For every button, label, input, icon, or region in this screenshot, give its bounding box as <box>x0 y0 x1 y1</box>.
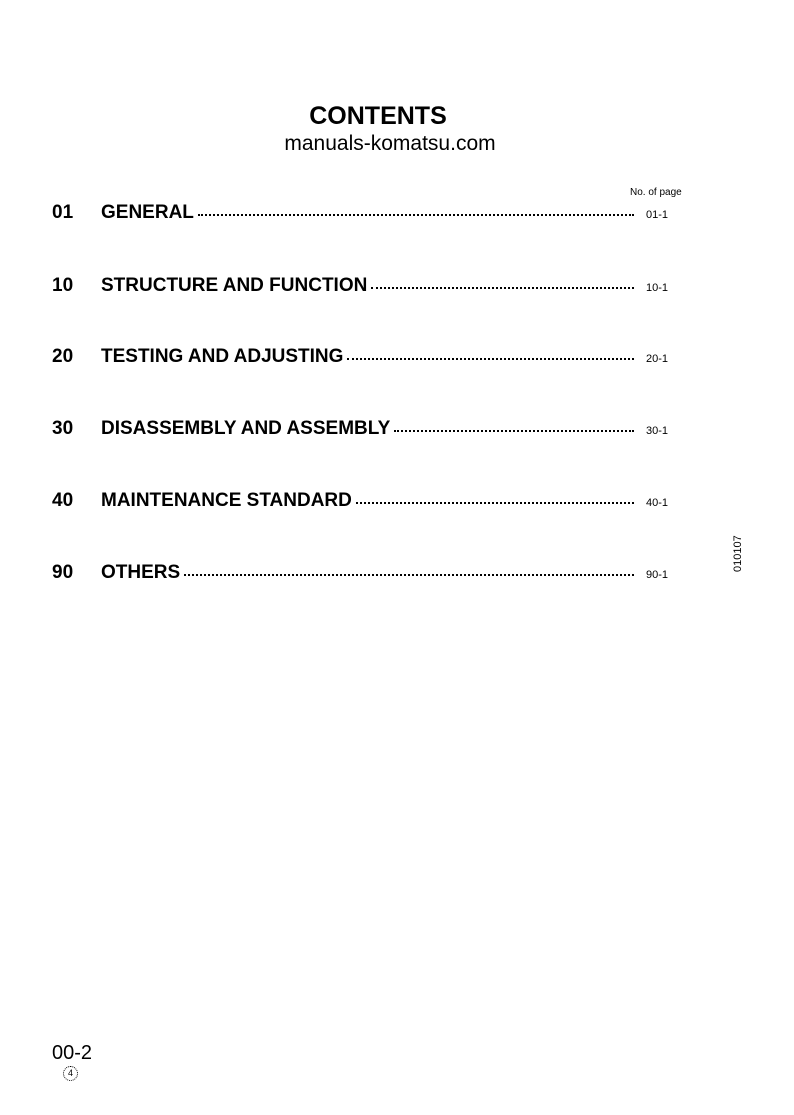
section-number: 90 <box>52 562 74 583</box>
toc-entry[interactable] <box>52 275 682 299</box>
section-title: OTHERS <box>101 562 181 583</box>
section-number: 01 <box>52 202 74 223</box>
section-number: 20 <box>52 346 74 367</box>
toc-entry[interactable] <box>52 346 682 370</box>
leader-dots <box>356 502 634 504</box>
section-page: 30-1 <box>646 425 669 437</box>
leader-dots <box>184 574 634 576</box>
page-title: CONTENTS <box>309 102 447 130</box>
section-number: 30 <box>52 418 74 439</box>
section-page: 01-1 <box>646 209 669 221</box>
section-page: 10-1 <box>646 282 669 294</box>
section-title: GENERAL <box>101 202 194 223</box>
leader-dots <box>394 430 634 432</box>
section-number: 10 <box>52 275 74 296</box>
toc-entry[interactable] <box>52 562 682 586</box>
toc-entry[interactable] <box>52 418 682 442</box>
toc-entry[interactable] <box>52 202 682 226</box>
section-page: 20-1 <box>646 353 669 365</box>
source-url: manuals-komatsu.com <box>284 132 496 155</box>
section-page: 40-1 <box>646 497 669 509</box>
revision-mark: 4 <box>63 1066 78 1081</box>
section-title: STRUCTURE AND FUNCTION <box>101 275 368 296</box>
toc-entry[interactable] <box>52 490 682 514</box>
section-title: DISASSEMBLY AND ASSEMBLY <box>101 418 391 439</box>
section-page: 90-1 <box>646 569 669 581</box>
leader-dots <box>198 214 634 216</box>
leader-dots <box>371 287 634 289</box>
section-title: TESTING AND ADJUSTING <box>101 346 344 367</box>
section-number: 40 <box>52 490 74 511</box>
leader-dots <box>347 358 634 360</box>
footer-page-number: 00-2 <box>52 1042 93 1064</box>
section-title: MAINTENANCE STANDARD <box>101 490 352 511</box>
page-column-label: No. of page <box>630 187 682 198</box>
document-code: 010107 <box>732 535 744 572</box>
